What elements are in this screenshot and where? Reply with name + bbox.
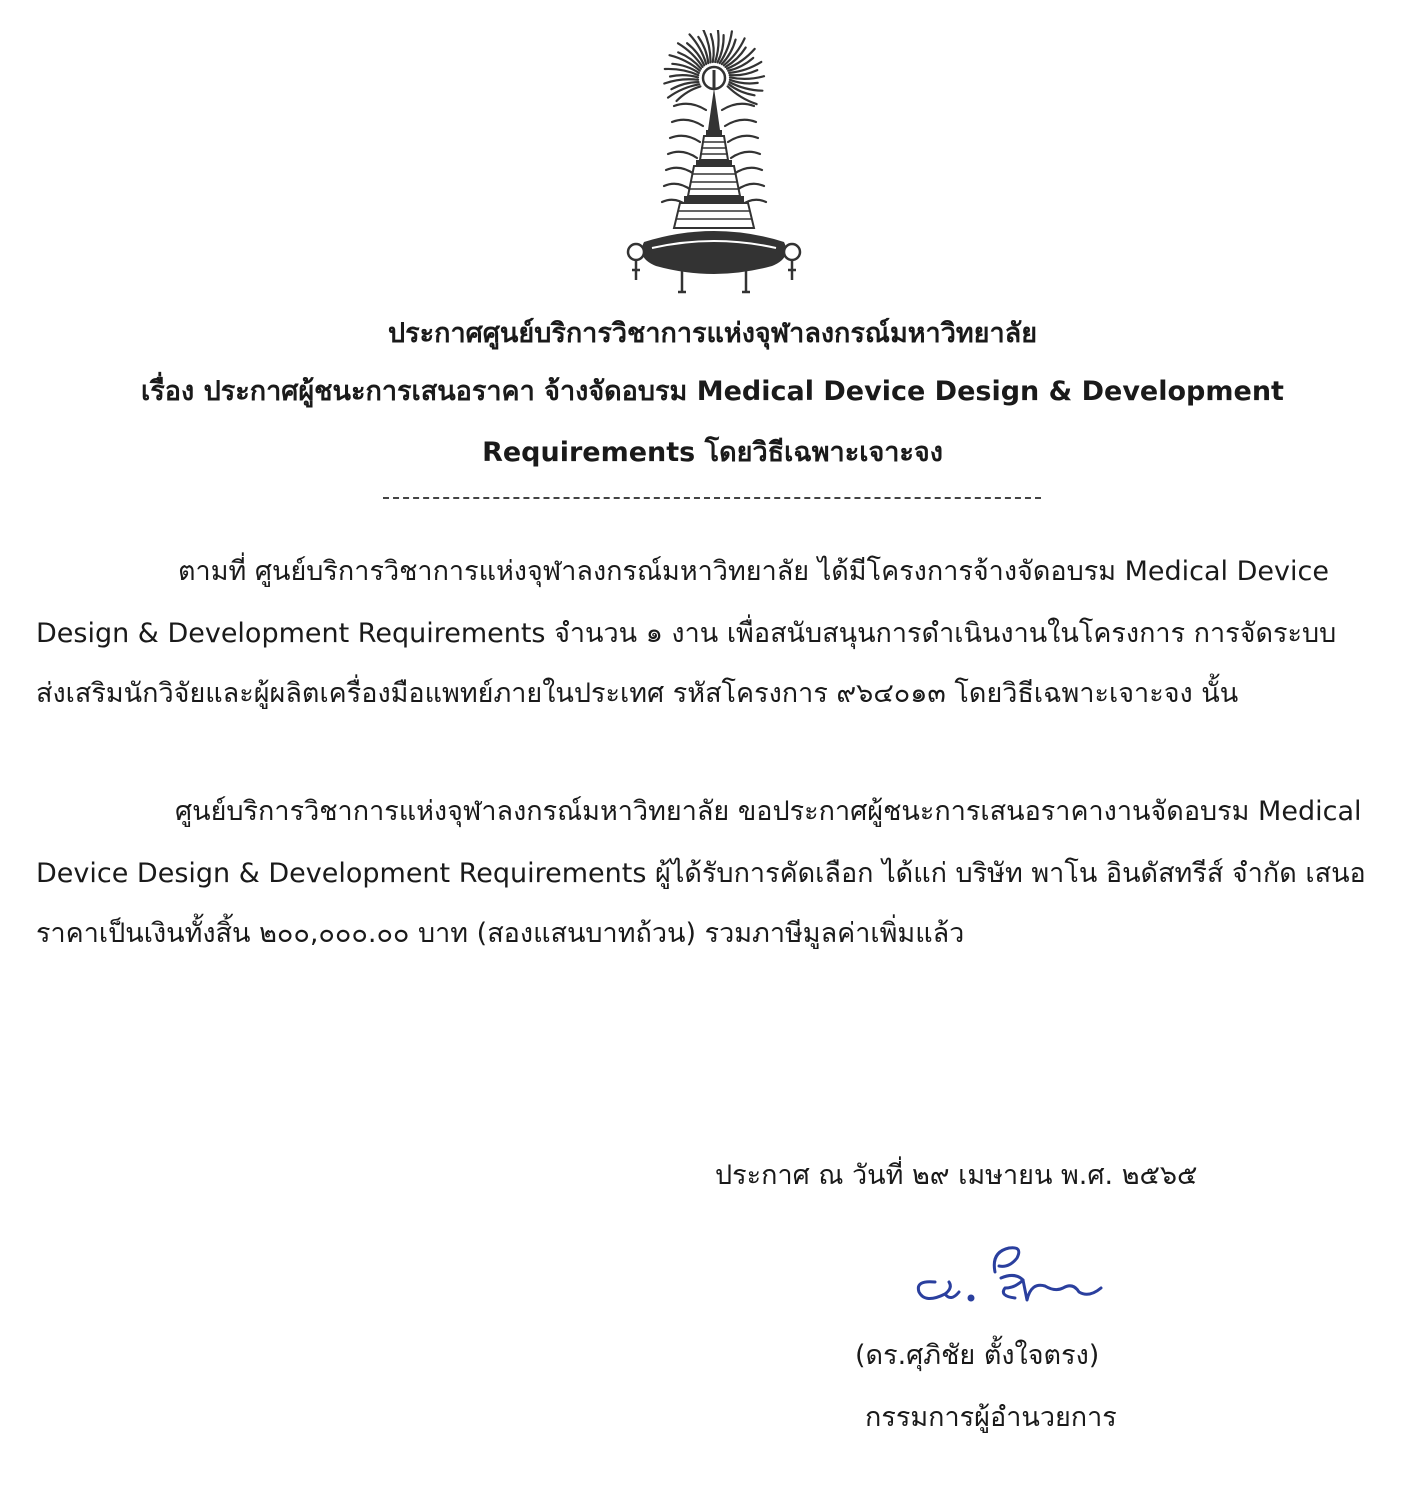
paragraph2-line1: ศูนย์บริการวิชาการแห่งจุฬาลงกรณ์มหาวิทยาลัย ขอประกาศผู้ชนะการเสนอราคางานจัดอบรม Medical [175, 796, 1362, 827]
announcement-date: ประกาศ ณ วันที่ ๒๙ เมษายน พ.ศ. ๒๕๖๕ [715, 1160, 1198, 1191]
paragraph1-line2: Design & Development Requirements จำนวน ๑ งาน เพื่อสนับสนุนการดำเนินงานในโครงการ การจัดระบบ [36, 618, 1337, 649]
paragraph1-line1: ตามที่ ศูนย์บริการวิชาการแห่งจุฬาลงกรณ์มหาวิทยาลัย ได้มีโครงการจ้างจัดอบรม Medical Device [178, 556, 1329, 587]
separator-line [383, 497, 1041, 499]
paragraph1-line3: ส่งเสริมนักวิจัยและผู้ผลิตเครื่องมือแพทย์ภายในประเทศ รหัสโครงการ ๙๖๔๐๑๓ โดยวิธีเฉพาะเจาะจง นั้น [36, 678, 1239, 709]
handwritten-signature [905, 1232, 1115, 1312]
paragraph2-line3: ราคาเป็นเงินทั้งสิ้น ๒๐๐,๐๐๐.๐๐ บาท (สองแสนบาทถ้วน) รวมภาษีมูลค่าเพิ่มแล้ว [36, 918, 965, 949]
chulalongkorn-emblem [622, 30, 806, 300]
paragraph2-line2: Device Design & Development Requirements ผู้ได้รับการคัดเลือก ได้แก่ บริษัท พาโน อินดัสทรีส์ จำกัด เสนอ [36, 858, 1366, 889]
signer-name: (ดร.ศุภิชัย ตั้งใจตรง) [855, 1340, 1100, 1371]
announcement-title: ประกาศศูนย์บริการวิชาการแห่งจุฬาลงกรณ์มหาวิทยาลัย [387, 318, 1038, 349]
announcement-subject-cont: Requirements โดยวิธีเฉพาะเจาะจง [482, 437, 943, 468]
signer-position: กรรมการผู้อำนวยการ [865, 1402, 1117, 1433]
announcement-subject: เรื่อง ประกาศผู้ชนะการเสนอราคา จ้างจัดอบรม Medical Device Design & Development [141, 376, 1284, 407]
